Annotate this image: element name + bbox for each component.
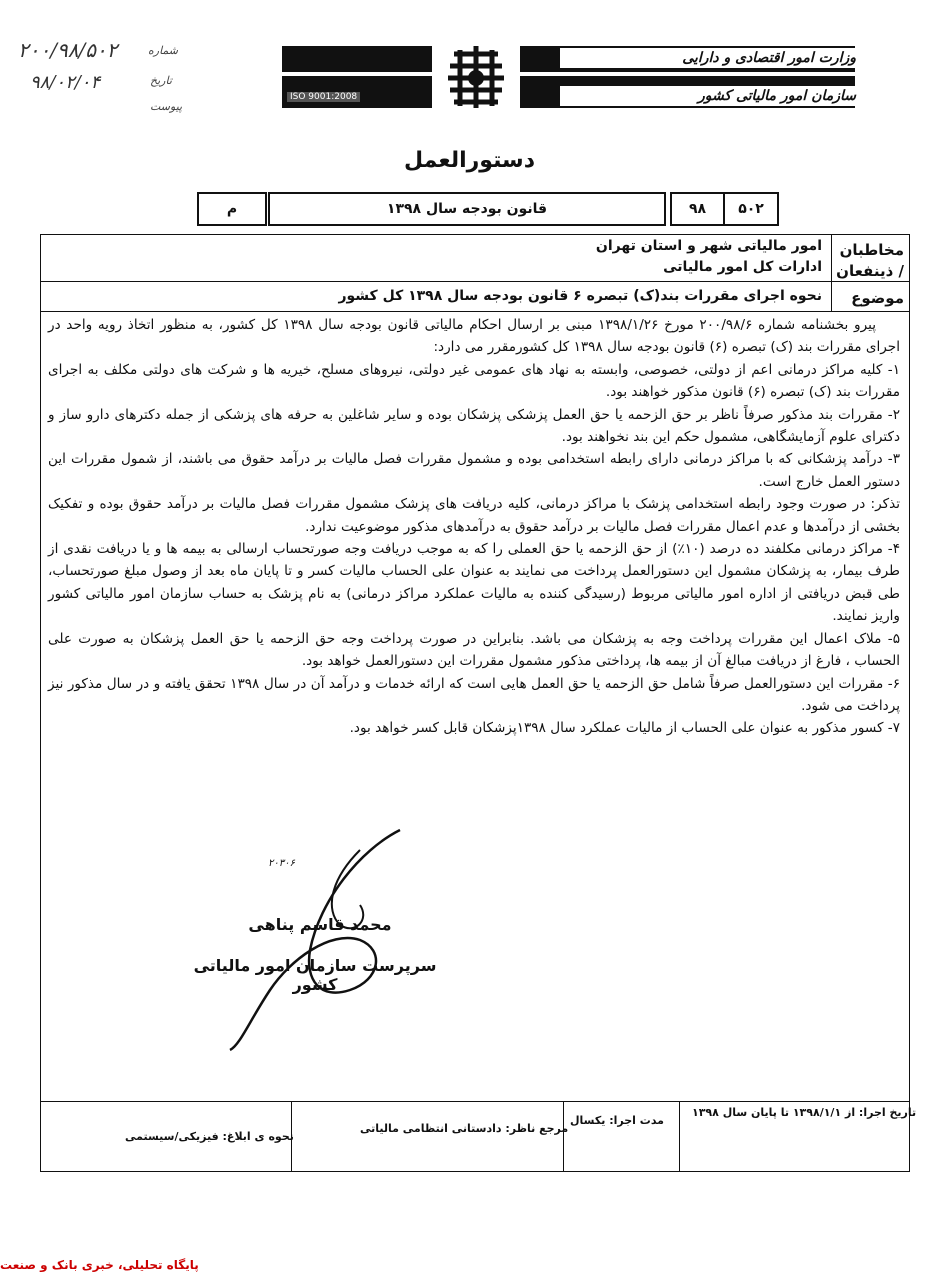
subject-label: موضوع bbox=[851, 289, 904, 307]
divider bbox=[41, 311, 909, 312]
emblem-logo bbox=[440, 42, 512, 112]
paragraph-5: ۵- ملاک اعمال این مقررات پرداخت وجه به پزشکان می باشد. بنابراین در صورت پرداخت وجه حق الزحمه یا حق العمل پزشکان به صورت علی الحساب ، فارغ از دریافت مبالغ آن از بیمه ها، پرداختی مذکور مشمول مقررات این دستورالعمل خواهد بود. bbox=[48, 630, 900, 670]
handwritten-signature bbox=[210, 810, 430, 1060]
recipient-line-2: ادارات کل امور مالیاتی bbox=[663, 259, 822, 275]
ref-number: ۵۰۲ bbox=[723, 192, 779, 226]
paragraph-6: ۶- مقررات این دستورالعمل صرفاً شامل حق الزحمه یا حق العمل هایی است که ارائه خدمات و درآمد آن در سال ۱۳۹۸ تحقق یافته و در سال مذکور نیز پرداخت می شود. bbox=[48, 675, 900, 714]
divider bbox=[41, 281, 909, 282]
divider bbox=[41, 1101, 909, 1102]
watermark-banner: پایگاه تحلیلی، خبری بانک و صنعت bbox=[0, 1255, 268, 1275]
attachment-label: پیوست bbox=[150, 100, 183, 113]
notification-method: نحوه ی ابلاغ: فیزیکی/سیستمی bbox=[125, 1130, 294, 1143]
paragraph-note: تذکر: در صورت وجود رابطه استخدامی پزشک با مراکز درمانی، کلیه دریافت های پزشک مشمول مقررات فصل مالیات بر درآمد حقوق بوده و تفکیک بخشی از درآمدها و عدم اعمال مقررات فصل مالیات بر درآمد حقوق به درآمدهای مذکور موضوعیت ندارد. bbox=[48, 496, 900, 535]
body-text bbox=[48, 314, 900, 740]
ref-subject-law: قانون بودجه سال ۱۳۹۸ bbox=[268, 192, 666, 226]
paragraph-1: ۱- کلیه مراکز درمانی اعم از دولتی، خصوصی، وابسته به نهاد های عمومی غیر دولتی، نیروهای مسلح، خیریه ها و شرکت های دولتی مکلف به اجرای مقررات بند (ک) تبصره (۶) قانون مذکور خواهند بود. bbox=[48, 361, 900, 401]
divider bbox=[563, 1101, 564, 1171]
subject-text: نحوه اجرای مقررات بند(ک) تبصره ۶ قانون بودجه سال ۱۳۹۸ کل کشور bbox=[338, 288, 822, 304]
ministry-name: وزارت امور اقتصادی و دارایی bbox=[560, 48, 860, 68]
signature-mark: ۲۰۳۰۶ bbox=[268, 858, 295, 869]
organization-name: سازمان امور مالیاتی کشور bbox=[560, 86, 860, 106]
ref-year: ۹۸ bbox=[670, 192, 725, 226]
execution-date: تاریخ اجرا: از ۱۳۹۸/۱/۱ تا پایان سال ۱۳۹۸ bbox=[692, 1106, 917, 1119]
paragraph-intro: پیرو بخشنامه شماره ۲۰۰/۹۸/۶ مورخ ۱۳۹۸/۱/۲۶ مبنی بر ارسال احکام مالیاتی قانون بودجه سال ۱۳۹۸ کل کشور، به منظور اتخاذ رویه واحد در اجرای مقررات بند (ک) تبصره (۶) قانون بودجه سال ۱۳۹۸ کل کشورمقرر می دارد: bbox=[48, 317, 900, 356]
divider bbox=[679, 1101, 680, 1171]
date-label: تاریخ bbox=[150, 74, 172, 87]
paragraph-4: ۴- مراکز درمانی مکلفند ده درصد (۱۰٪) از حق الزحمه یا حق العملی را که به موجب دریافت وجه صورتحساب ارسالی به بیمه ها و یا دریافت نقدی از طرف بیمار، به پزشکان مشمول این دستورالعمل پرداخت می نمایند به عنوان علی الحساب مالیات کسر و تا پایان ماه بعد از وصول مبلغ صورتحساب، طی قبض دریافتی از اداره امور مالیاتی مربوط (رسیدگی کننده به مالیات عملکرد مراکز درمانی) به نام پزشک به حساب سازمان امور مالیاتی کشور واریز نمایند. bbox=[48, 541, 900, 625]
signatory-name: محمد قاسم پناهی bbox=[248, 915, 392, 934]
paragraph-7: ۷- کسور مذکور به عنوان علی الحساب از مالیات عملکرد سال ۱۳۹۸پزشکان قابل کسر خواهد بود. bbox=[349, 720, 900, 737]
paragraph-2: ۲- مقررات بند مذکور صرفاً ناظر بر حق الزحمه یا حق العمل پزشکی پزشکان بوده و سایر شاغلین به حرفه های پزشکی از جمله دکترهای دارو ساز و دکترای علوم آزمایشگاهی، مشمول حکم این بند نخواهند بود. bbox=[48, 406, 900, 446]
handwritten-date: ۹۸/۰۲/۰۴ bbox=[30, 72, 101, 93]
handwritten-number: ۲۰۰/۹۸/۵۰۲ bbox=[18, 38, 118, 62]
signatory-title: سرپرست سازمان امور مالیاتی کشور bbox=[193, 956, 437, 994]
number-label: شماره bbox=[148, 44, 179, 57]
document-title: دستورالعمل bbox=[404, 148, 535, 173]
recipients-label: مخاطبان / ذینفعان bbox=[836, 241, 904, 280]
supervising-authority: مرجع ناظر: دادستانی انتظامی مالیاتی bbox=[360, 1122, 569, 1135]
ref-code: م bbox=[197, 192, 267, 226]
recipient-line-1: امور مالیاتی شهر و استان تهران bbox=[595, 238, 822, 254]
iso-badge: ISO 9001:2008 bbox=[287, 92, 360, 102]
execution-duration: مدت اجرا: یکسال bbox=[570, 1114, 664, 1127]
reference-row bbox=[0, 192, 939, 226]
paragraph-3: ۳- درآمد پزشکانی که با مراکز درمانی دارای رابطه استخدامی بوده و مشمول مقررات فصل مالیات بر درآمد حقوق می باشند، از شمول مقررات این دستور العمل خارج است. bbox=[48, 451, 900, 490]
